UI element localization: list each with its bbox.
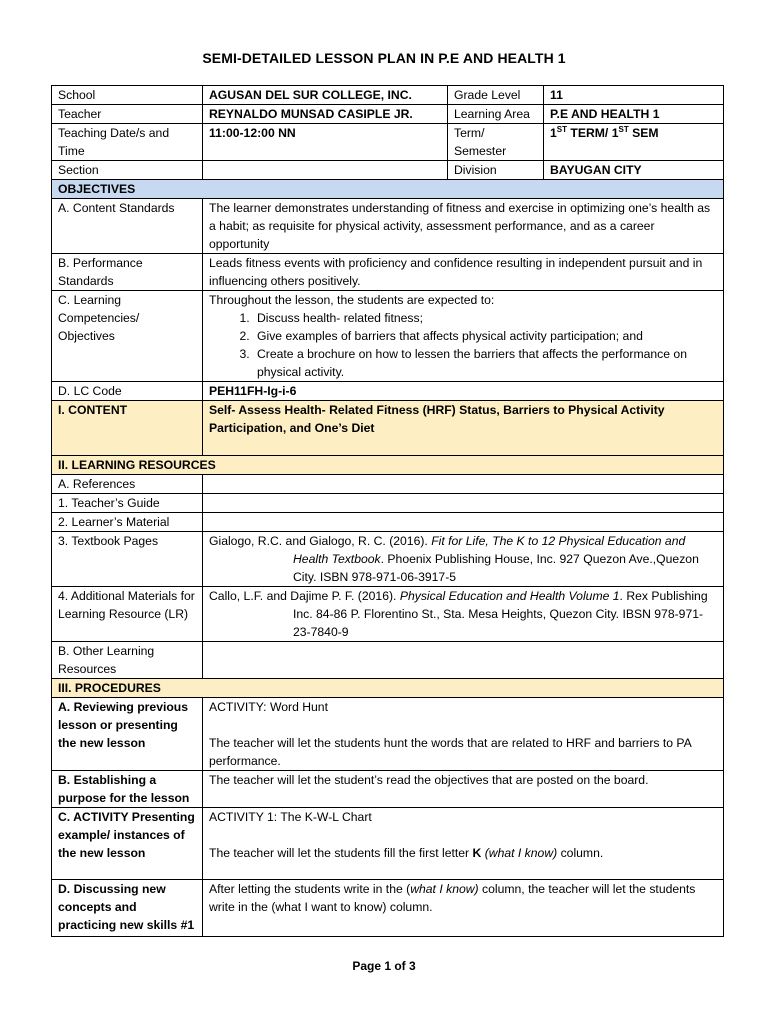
citation-title: Physical Education and Health Volume 1 [399,589,620,603]
text-part: (what I know) [481,846,558,860]
procedure-d-text [203,880,724,937]
procedure-b-text: The teacher will let the student’s read the objectives that are posted on the board. [203,771,724,808]
content-value: Self- Assess Health- Related Fitness (HRF) Status, Barriers to Physical Activity Participation, and One’s Diet [203,401,724,456]
lc-code-label: D. LC Code [52,382,203,401]
table-row [52,513,724,532]
table-row [52,86,724,105]
term-part: TERM/ 1 [567,126,619,140]
document-title: SEMI-DETAILED LESSON PLAN IN P.E AND HEALTH 1 [202,50,566,66]
text-part: what I know) [410,882,479,896]
date-value: 11:00-12:00 NN [203,124,448,161]
text-part: After letting the students write in the ( [209,882,411,896]
other-resources-value [203,642,724,679]
teachers-guide-value [203,494,724,513]
citation-authors: Callo, L.F. and Dajime P. F. (2016). [209,589,400,603]
text-part: column. [557,846,604,860]
teachers-guide-label: 1. Teacher’s Guide [52,494,203,513]
school-value: AGUSAN DEL SUR COLLEGE, INC. [203,86,448,105]
procedure-c-cell [203,808,724,880]
table-row [52,105,724,124]
procedure-a-text: The teacher will let the students hunt the words that are related to HRF and barriers to PA performance. [209,736,692,768]
list-item: 2. Give examples of barriers that affects physical activity participation; and [253,327,717,345]
table-row [52,161,724,180]
text-part: K [472,846,482,860]
table-row [52,401,724,456]
competencies-label: C. Learning Competencies/ Objectives [52,291,203,382]
term-sup: ST [618,124,629,134]
procedure-b-label: B. Establishing a purpose for the lesson [52,771,203,808]
competencies-cell [203,291,724,382]
term-label: Term/ Semester [448,124,544,161]
section-label: Section [52,161,203,180]
section-value [203,161,448,180]
citation-authors: Gialogo, R.C. and Gialogo, R. C. (2016). [209,534,432,548]
division-label: Division [448,161,544,180]
lesson-plan-table [51,85,724,937]
table-row [52,254,724,291]
procedure-c-label: C. ACTIVITY Presenting example/ instances of the new lesson [52,808,203,880]
citation-publisher: . Rex Publishing Inc. 84-86 P. Florentino St., Sta. Mesa Heights, Quezon City. IBSN 978-971-23-7840-9 [293,589,708,639]
content-standards-text: The learner demonstrates understanding of fitness and exercise in optimizing one’s health as a habit; as requisite for physical activity, assessment performance, and as a career opportunity [203,199,724,254]
citation-publisher: . Phoenix Publishing House, Inc. 927 Quezon Ave.,Quezon City. ISBN 978-971-06-3917-5 [293,552,699,584]
additional-citation [209,587,717,641]
learners-material-label: 2. Learner’s Material [52,513,203,532]
table-row [52,880,724,937]
content-label: I. CONTENT [52,401,203,456]
teacher-value: REYNALDO MUNSAD CASIPLE JR. [203,105,448,124]
list-item: 1. Discuss health- related fitness; [253,309,717,327]
performance-standards-text: Leads fitness events with proficiency and confidence resulting in independent pursuit and in influencing others positively. [203,254,724,291]
table-row [52,475,724,494]
performance-standards-label: B. Performance Standards [52,254,203,291]
area-value: P.E AND HEALTH 1 [544,105,724,124]
procedure-a-activity: ACTIVITY: Word Hunt [209,700,328,714]
division-value: BAYUGAN CITY [544,161,724,180]
learners-material-value [203,513,724,532]
textbook-pages-value [203,532,724,587]
textbook-citation [209,532,717,586]
table-row [52,180,724,199]
text-part: column, the teacher will let the students write in the (what I want to know) column. [209,882,696,914]
term-value [544,124,724,161]
lc-code-value: PEH11FH-Ig-i-6 [203,382,724,401]
procedure-c-text [209,844,717,862]
objectives-heading: OBJECTIVES [52,180,724,199]
table-row [52,532,724,587]
references-value [203,475,724,494]
date-label: Teaching Date/s and Time [52,124,203,161]
term-part: SEM [628,126,659,140]
procedure-a-label: A. Reviewing previous lesson or presenting the new lesson [52,698,203,771]
competencies-list [209,309,717,381]
procedure-d-label: D. Discussing new concepts and practicing new skills #1 [52,880,203,937]
teacher-label: Teacher [52,105,203,124]
table-row [52,587,724,642]
spacer [209,826,717,844]
references-label: A. References [52,475,203,494]
area-label: Learning Area [448,105,544,124]
citation-title: Fit for Life, The K to 12 Physical Education and Health Textbook [293,534,686,566]
text-part: The teacher will let the students fill the first letter [209,846,473,860]
procedures-heading: III. PROCEDURES [52,679,724,698]
table-row [52,456,724,475]
table-row [52,382,724,401]
term-sup: ST [556,124,568,134]
spacer [209,716,717,734]
additional-materials-value [203,587,724,642]
page-number: Page 1 of 3 [352,959,416,973]
term-part: 1 [550,126,557,140]
other-resources-label: B. Other Learning Resources [52,642,203,679]
procedure-a-cell [203,698,724,771]
table-row [52,642,724,679]
competencies-intro: Throughout the lesson, the students are expected to: [209,293,495,307]
table-row [52,124,724,161]
table-row [52,291,724,382]
learning-resources-heading: II. LEARNING RESOURCES [52,456,724,475]
table-row [52,199,724,254]
list-item: 3. Create a brochure on how to lessen the barriers that affects the performance on physical activity. [253,345,717,381]
additional-materials-label: 4. Additional Materials for Learning Resource (LR) [52,587,203,642]
content-standards-label: A. Content Standards [52,199,203,254]
textbook-pages-label: 3. Textbook Pages [52,532,203,587]
grade-value: 11 [544,86,724,105]
grade-label: Grade Level [448,86,544,105]
procedure-c-activity: ACTIVITY 1: The K-W-L Chart [209,810,372,824]
table-row [52,494,724,513]
table-row [52,808,724,880]
table-row [52,679,724,698]
school-label: School [52,86,203,105]
table-row [52,698,724,771]
table-row [52,771,724,808]
